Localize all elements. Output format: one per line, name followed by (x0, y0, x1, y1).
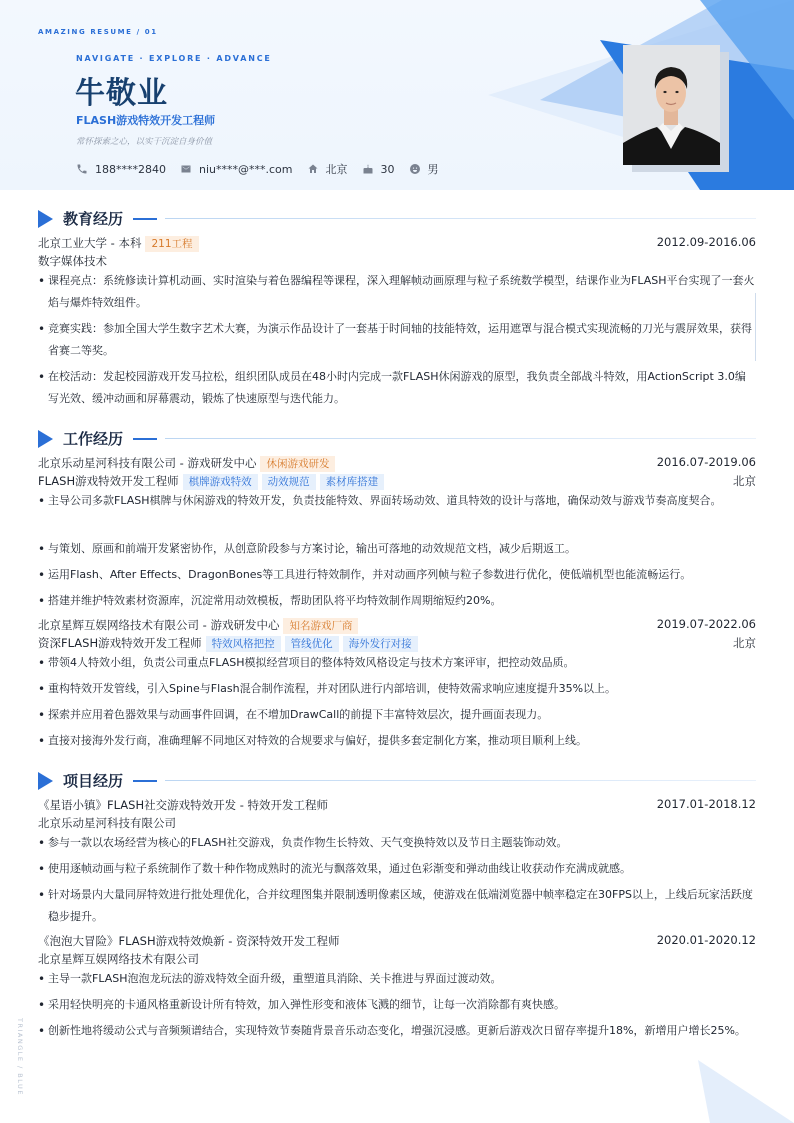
triangle-icon (38, 772, 53, 790)
job-bullet: • 探索并应用着色器效果与动画事件回调，在不增加DrawCall的前提下丰富特效层次，提升画面表现力。 (38, 704, 756, 726)
project-bullet: • 参与一款以农场经营为核心的FLASH社交游戏，负责作物生长特效、天气变换特效以及节日主题装饰动效。 (38, 832, 756, 854)
job-company-tag: 知名游戏厂商 (283, 618, 358, 634)
education-bullet: • 竞赛实践：参加全国大学生数字艺术大赛，为演示作品设计了一套基于时间轴的技能特效，运用遮罩与混合模式实现流畅的刀光与震屏效果，获得省赛二等奖。 (38, 318, 756, 362)
job-bullet: • 与策划、原画和前端开发紧密协作，从创意阶段参与方案讨论，输出可落地的动效规范文档，减少后期返工。 (38, 538, 756, 560)
contact-bar (76, 161, 453, 177)
job-company: 北京星辉互娱网络技术有限公司 - 游戏研发中心 (38, 618, 280, 632)
phone-icon (76, 163, 88, 175)
contact-gender (409, 161, 439, 177)
project-header-row (38, 933, 756, 949)
section-title-education (38, 208, 756, 229)
side-decoration-text: TRIANGLE / BLUE (16, 1018, 24, 1096)
education-bullet: • 课程亮点：系统修读计算机动画、实时渲染与着色器编程等课程，深入理解帧动画原理与粒子系统数学模型，结课作业为FLASH平台实现了一套火焰与爆炸特效组件。 (38, 270, 756, 314)
project-header-row (38, 797, 756, 813)
job-bullet: • 带领4人特效小组，负责公司重点FLASH模拟经营项目的整体特效风格设定与技术方案评审，把控动效品质。 (38, 652, 756, 674)
job-city: 北京 (733, 474, 756, 488)
job-date: 2016.07-2019.06 (656, 455, 756, 469)
section-label: 工作经历 (63, 430, 124, 448)
cake-icon (362, 163, 374, 175)
age-text: 30 (380, 162, 395, 176)
profile-photo (623, 45, 720, 165)
contact-city (307, 161, 348, 177)
education-date: 2012.09-2016.06 (656, 235, 756, 249)
job-bullet: • 主导公司多款FLASH棋牌与休闲游戏的特效开发，负责技能特效、界面转场动效、道具特效的设计与落地，确保动效与游戏节奏高度契合。 (38, 490, 756, 512)
job-company-row (38, 455, 756, 472)
candidate-job-title: FLASH游戏特效开发工程师 (76, 114, 216, 127)
section-line (165, 438, 756, 439)
section-line (165, 218, 756, 219)
job-company: 北京乐动星河科技有限公司 - 游戏研发中心 (38, 456, 257, 470)
job-role-tag: 管线优化 (285, 636, 339, 652)
city-text: 北京 (325, 163, 348, 176)
home-icon (307, 163, 319, 175)
job-bullet: • 运用Flash、After Effects、DragonBones等工具进行特效制作，并对动画序列帧与粒子参数进行优化，使低端机型也能流畅运行。 (38, 564, 756, 586)
footer-triangle (690, 1060, 794, 1123)
section-title-work (38, 428, 756, 449)
phone-text: 188****2840 (95, 162, 166, 176)
candidate-name: 牛敬业 (75, 76, 168, 111)
resume-top-label: AMAZING RESUME / 01 (38, 28, 158, 36)
section-dash (133, 218, 157, 220)
triangle-icon (38, 210, 53, 228)
education-school: 北京工业大学 - 本科 (38, 236, 142, 250)
job-bullet: • 直接对接海外发行商，准确理解不同地区对特效的合规要求与偏好，提供多套定制化方案，推动项目顺利上线。 (38, 730, 756, 752)
project-date: 2020.01-2020.12 (656, 933, 756, 947)
mail-icon (180, 163, 192, 175)
job-bullet: • 重构特效开发管线，引入Spine与Flash混合制作流程，并对团队进行内部培训，使特效需求响应速度提升35%以上。 (38, 678, 756, 700)
section-dash (133, 780, 157, 782)
divider-line (755, 293, 756, 361)
job-role-tag: 棋牌游戏特效 (183, 474, 258, 490)
resume-nav-label: NAVIGATE · EXPLORE · ADVANCE (76, 54, 272, 63)
education-major: 数字媒体技术 (38, 254, 107, 268)
job-role-tag: 特效风格把控 (206, 636, 281, 652)
job-date: 2019.07-2022.06 (656, 617, 756, 631)
face-icon (409, 163, 421, 175)
job-role-tag: 动效规范 (262, 474, 316, 490)
project-bullet: • 创新性地将缓动公式与音频频谱结合，实现特效节奏随背景音乐动态变化，增强沉浸感。更新后游戏次日留存率提升18%，新增用户增长25%。 (38, 1020, 756, 1042)
contact-age (362, 163, 395, 176)
section-label: 项目经历 (63, 772, 124, 790)
project-bullet: • 主导一款FLASH泡泡龙玩法的游戏特效全面升级，重塑道具消除、关卡推进与界面过渡动效。 (38, 968, 756, 990)
email-text: niu****@***.com (199, 162, 293, 176)
project-company: 北京星辉互娱网络技术有限公司 (38, 952, 199, 966)
job-role: 资深FLASH游戏特效开发工程师 (38, 636, 202, 650)
project-name: 《星语小镇》FLASH社交游戏特效开发 - 特效开发工程师 (38, 798, 329, 812)
section-dash (133, 438, 157, 440)
project-name: 《泡泡大冒险》FLASH游戏特效焕新 - 资深特效开发工程师 (38, 934, 340, 948)
project-bullet: • 针对场景内大量同屏特效进行批处理优化，合并纹理图集并限制透明像素区域，使游戏在低端浏览器中帧率稳定在30FPS以上，上线后玩家活跃度稳步提升。 (38, 884, 756, 928)
job-role-tag: 海外发行对接 (343, 636, 418, 652)
education-bullet: • 在校活动：发起校园游戏开发马拉松，组织团队成员在48小时内完成一款FLASH休闲游戏的原型，我负责全部战斗特效，用ActionScript 3.0编写光效、缓冲动画和屏幕震动，锻炼了快速原型与迭代能力。 (38, 366, 756, 410)
education-tag: 211工程 (145, 236, 198, 252)
candidate-motto: 常怀探索之心，以实干沉淀自身价值 (76, 137, 213, 147)
education-header-row (38, 235, 756, 252)
triangle-icon (38, 430, 53, 448)
project-date: 2017.01-2018.12 (656, 797, 756, 811)
section-line (165, 780, 756, 781)
job-role: FLASH游戏特效开发工程师 (38, 474, 179, 488)
job-role-row (38, 473, 756, 490)
section-title-projects (38, 770, 756, 791)
job-role-tag: 素材库搭建 (320, 474, 385, 490)
project-bullet: • 采用轻快明亮的卡通风格重新设计所有特效，加入弹性形变和液体飞溅的细节，让每一次消除都有爽快感。 (38, 994, 756, 1016)
job-city: 北京 (733, 636, 756, 650)
project-company: 北京乐动星河科技有限公司 (38, 816, 176, 830)
gender-text: 男 (427, 163, 439, 176)
job-company-tag: 休闲游戏研发 (260, 456, 335, 472)
job-bullet: • 搭建并维护特效素材资源库，沉淀常用动效模板，帮助团队将平均特效制作周期缩短约20%。 (38, 590, 756, 612)
contact-email (180, 163, 293, 176)
project-bullet: • 使用逐帧动画与粒子系统制作了数十种作物成熟时的流光与飘落效果，通过色彩渐变和弹动曲线让收获动作充满成就感。 (38, 858, 756, 880)
job-role-row (38, 635, 756, 652)
job-company-row (38, 617, 756, 634)
section-label: 教育经历 (63, 210, 124, 228)
contact-phone (76, 163, 166, 176)
